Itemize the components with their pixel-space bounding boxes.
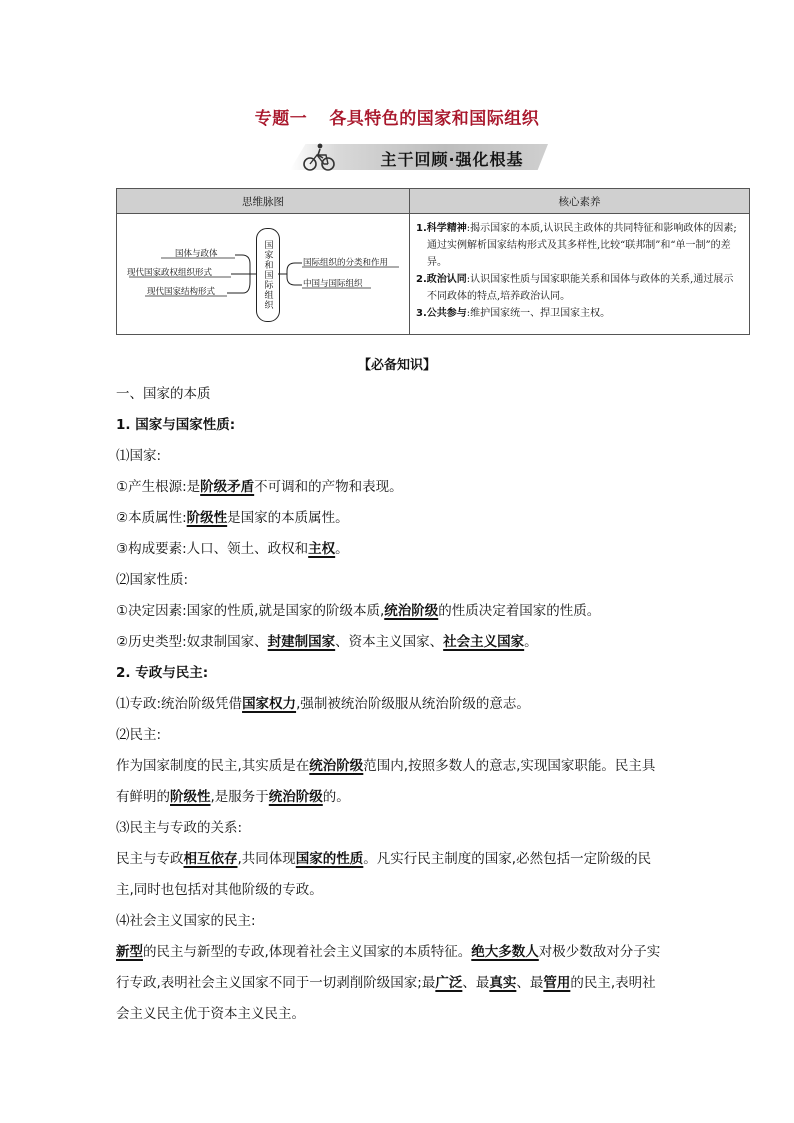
heading-line-3: 2. 专政与民主:: [116, 665, 209, 681]
subheading-line: ⑶民主与专政的关系:: [116, 820, 243, 836]
key-term: 统治阶级: [384, 603, 439, 619]
key-term: 绝大多数人: [471, 944, 539, 960]
text-line: ①决定因素:国家的性质,就是国家的阶级本质,统治阶级的性质决定着国家的性质。: [116, 603, 601, 619]
text-line: 行专政,表明社会主义国家不同于一切剥削阶级国家;最广泛、最真实、最管用的民主,表明社: [116, 975, 656, 991]
text-line: 新型的民主与新型的专政,体现着社会主义国家的本质特征。绝大多数人对极少数敌对分子实: [116, 944, 661, 960]
text-line: 主,同时也包括对其他阶级的专政。: [116, 882, 323, 898]
table-header-core: 核心素养: [410, 189, 750, 214]
key-term: 统治阶级: [268, 789, 323, 805]
mindmap-center-label: 国家和国际组织: [262, 240, 273, 310]
key-term: 阶级矛盾: [200, 479, 255, 495]
text-line: ③构成要素:人口、领土、政权和主权。: [116, 541, 349, 557]
key-term: 新型: [116, 944, 143, 960]
core-item: 2.政治认同:认识国家性质与国家职能关系和国体与政体的关系,通过展示不同政体的特点,培养政治认同。: [416, 274, 734, 302]
mindmap-center-node: [256, 228, 280, 322]
heading-line-1: 一、国家的本质: [116, 386, 211, 402]
key-term: 国家的性质: [295, 851, 364, 867]
section-banner: [290, 142, 548, 172]
key-term: 主权: [308, 541, 336, 557]
mindmap-node-right-1: 国际组织的分类和作用: [303, 258, 389, 268]
core-item: 3.公共参与:维护国家统一、捍卫国家主权。: [416, 308, 611, 319]
banner-label: 主干回顾·强化根基: [380, 150, 524, 169]
title-part-2: 各具特色的国家和国际组织: [329, 109, 540, 129]
table-header-mindmap: 思维脉图: [117, 189, 410, 214]
subheading-line: ⑷社会主义国家的民主:: [116, 913, 256, 929]
key-term: 阶级性: [170, 789, 211, 805]
key-term: 管用: [543, 975, 571, 991]
title-part-1: 专题一: [254, 109, 308, 129]
text-line: 民主与专政相互依存,共同体现国家的性质。凡实行民主制度的国家,必然包括一定阶级的民: [116, 851, 652, 867]
text-line: 有鲜明的阶级性,是服务于统治阶级的。: [116, 789, 350, 805]
text-line: 会主义民主优于资本主义民主。: [116, 1006, 305, 1022]
cyclist-icon: [302, 142, 336, 172]
key-term: 真实: [489, 975, 517, 991]
subheading-line: ⑵民主:: [116, 727, 162, 743]
key-term: 统治阶级: [309, 758, 364, 774]
key-term: 国家权力: [242, 696, 297, 712]
key-term: 相互依存: [183, 851, 238, 867]
mindmap-node-left-3: 现代国家结构形式: [147, 287, 216, 297]
subheading-line: ⑵国家性质:: [116, 572, 189, 588]
key-term: 社会主义国家: [443, 634, 525, 650]
text-line: 作为国家制度的民主,其实质是在统治阶级范围内,按照多数人的意志,实现国家职能。民主具: [116, 758, 656, 774]
section-heading: 【必备知识】: [357, 358, 436, 373]
mindmap-node-left-1: 国体与政体: [175, 249, 218, 259]
heading-line-2: 1. 国家与国家性质:: [116, 417, 236, 433]
summary-table: [116, 188, 750, 335]
core-item: 1.科学精神:揭示国家的本质,认识民主政体的共同特征和影响政体的因素;通过实例解析国家结构形式及其多样性,比较“联邦制”和“单一制”的差异。: [416, 223, 737, 268]
text-line: ②历史类型:奴隶制国家、封建制国家、资本主义国家、社会主义国家。: [116, 634, 538, 650]
text-line: ①产生根源:是阶级矛盾不可调和的产物和表现。: [116, 479, 403, 495]
mindmap-cell: [117, 214, 410, 335]
mindmap-node-right-2: 中国与国际组织: [303, 279, 363, 289]
text-line: ②本质属性:阶级性是国家的本质属性。: [116, 510, 349, 526]
page-title: [0, 104, 794, 129]
text-line: ⑴专政:统治阶级凭借国家权力,强制被统治阶级服从统治阶级的意志。: [116, 696, 530, 712]
key-term: 阶级性: [186, 510, 228, 526]
key-term: 封建制国家: [267, 634, 336, 650]
key-term: 广泛: [435, 975, 463, 991]
core-literacy-cell: [410, 214, 750, 335]
mindmap-node-left-2: 现代国家政权组织形式: [127, 268, 213, 278]
subheading-line: ⑴国家:: [116, 448, 162, 464]
